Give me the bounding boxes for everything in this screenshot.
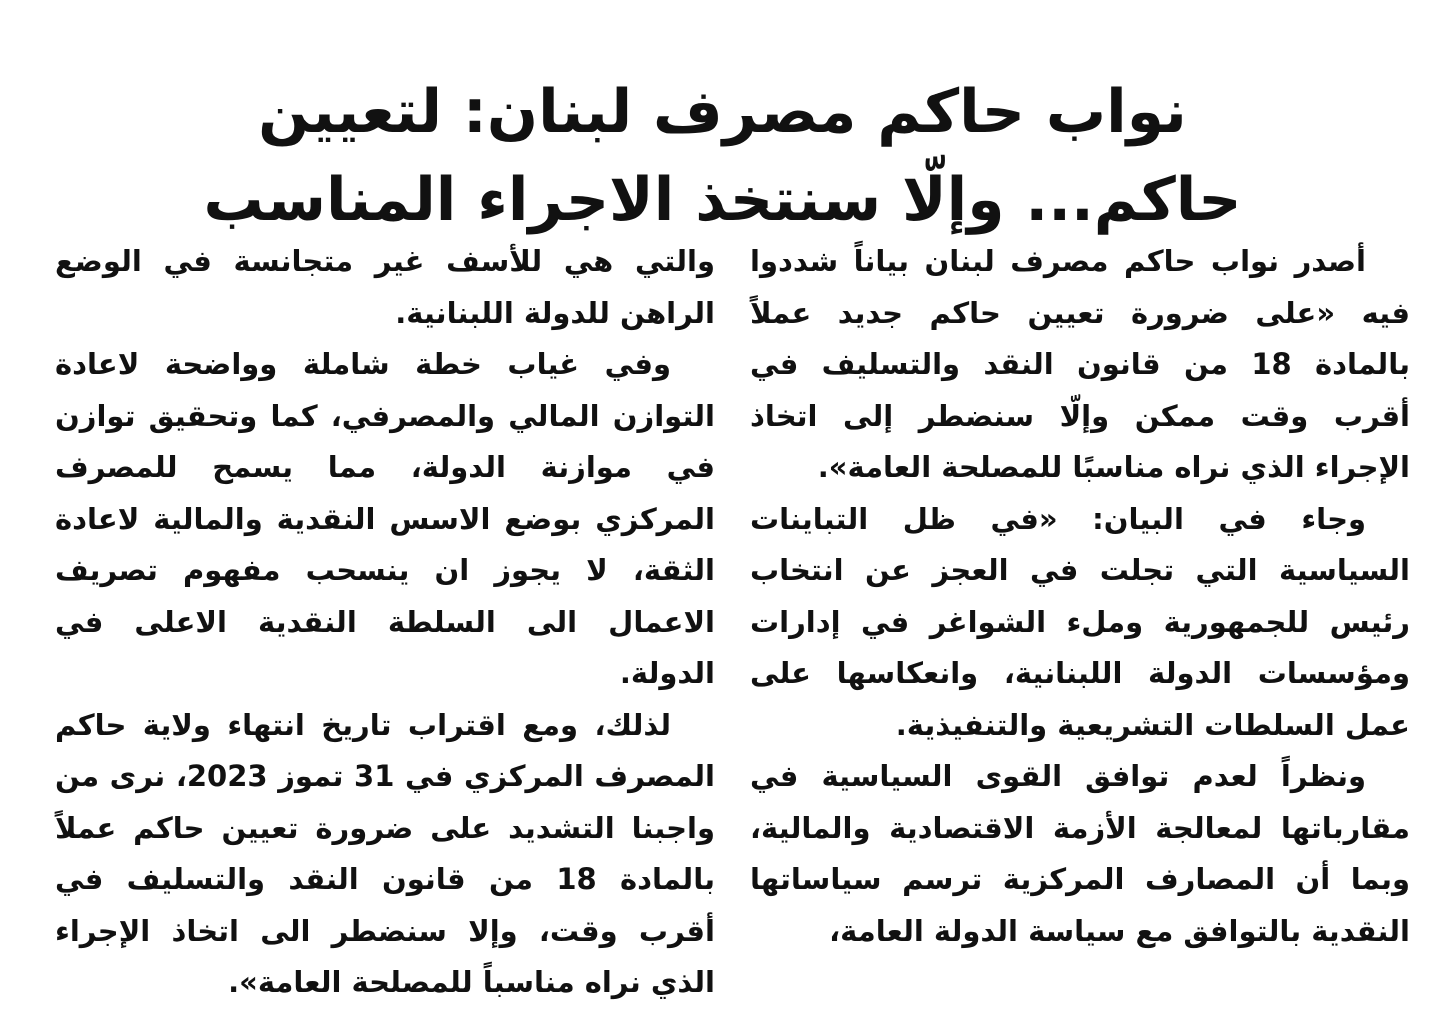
headline-line-2: حاكم... وإلّا سنتخذ الاجراء المناسب xyxy=(203,165,1242,236)
article-headline xyxy=(60,68,1385,244)
headline-line-1: نواب حاكم مصرف لبنان: لتعيين xyxy=(258,77,1187,148)
left-paragraph-2: وفي غياب خطة شاملة وواضحة لاعادة التوازن المالي والمصرفي، كما وتحقيق توازن في موازنة الدولة، مما يسمح للمصرف المركزي بوضع الاسس النقدية والمالية لاعادة الثقة، لا يجوز ان ينسحب مفهوم تصريف الاعمال الى السلطة النقدية الاعلى في الدولة. xyxy=(55,347,715,690)
right-paragraph-2: وجاء في البيان: «في ظل التباينات السياسية التي تجلت في العجز عن انتخاب رئيس للجمهورية وملء الشواغر في إدارات ومؤسسات الدولة اللبنانية، وانعكاسها على عمل السلطات التشريعية والتنفيذية. xyxy=(750,501,1410,742)
left-paragraph-1: والتي هي للأسف غير متجانسة في الوضع الراهن للدولة اللبنانية. xyxy=(55,244,715,330)
left-paragraph-3: لذلك، ومع اقتراب تاريخ انتهاء ولاية حاكم المصرف المركزي في 31 تموز 2023، نرى من واجبنا التشديد على ضرورة تعيين حاكم عملاً بالمادة 18 من قانون النقد والتسليف في أقرب وقت، وإلا سنضطر الى اتخاذ الإجراء الذي نراه مناسباً للمصلحة العامة». xyxy=(55,707,715,999)
right-paragraph-1: أصدر نواب حاكم مصرف لبنان بياناً شددوا فيه «على ضرورة تعيين حاكم جديد عملاً بالمادة 18 من قانون النقد والتسليف في أقرب وقت ممكن وإلّا سنضطر إلى اتخاذ الإجراء الذي نراه مناسبًا للمصلحة العامة». xyxy=(750,244,1410,484)
right-column xyxy=(750,236,1410,957)
left-column xyxy=(55,236,715,1009)
right-paragraph-3: ونظراً لعدم توافق القوى السياسية في مقارباتها لمعالجة الأزمة الاقتصادية والمالية، وبما أن المصارف المركزية ترسم سياساتها النقدية بالتوافق مع سياسة الدولة العامة، xyxy=(750,759,1410,948)
